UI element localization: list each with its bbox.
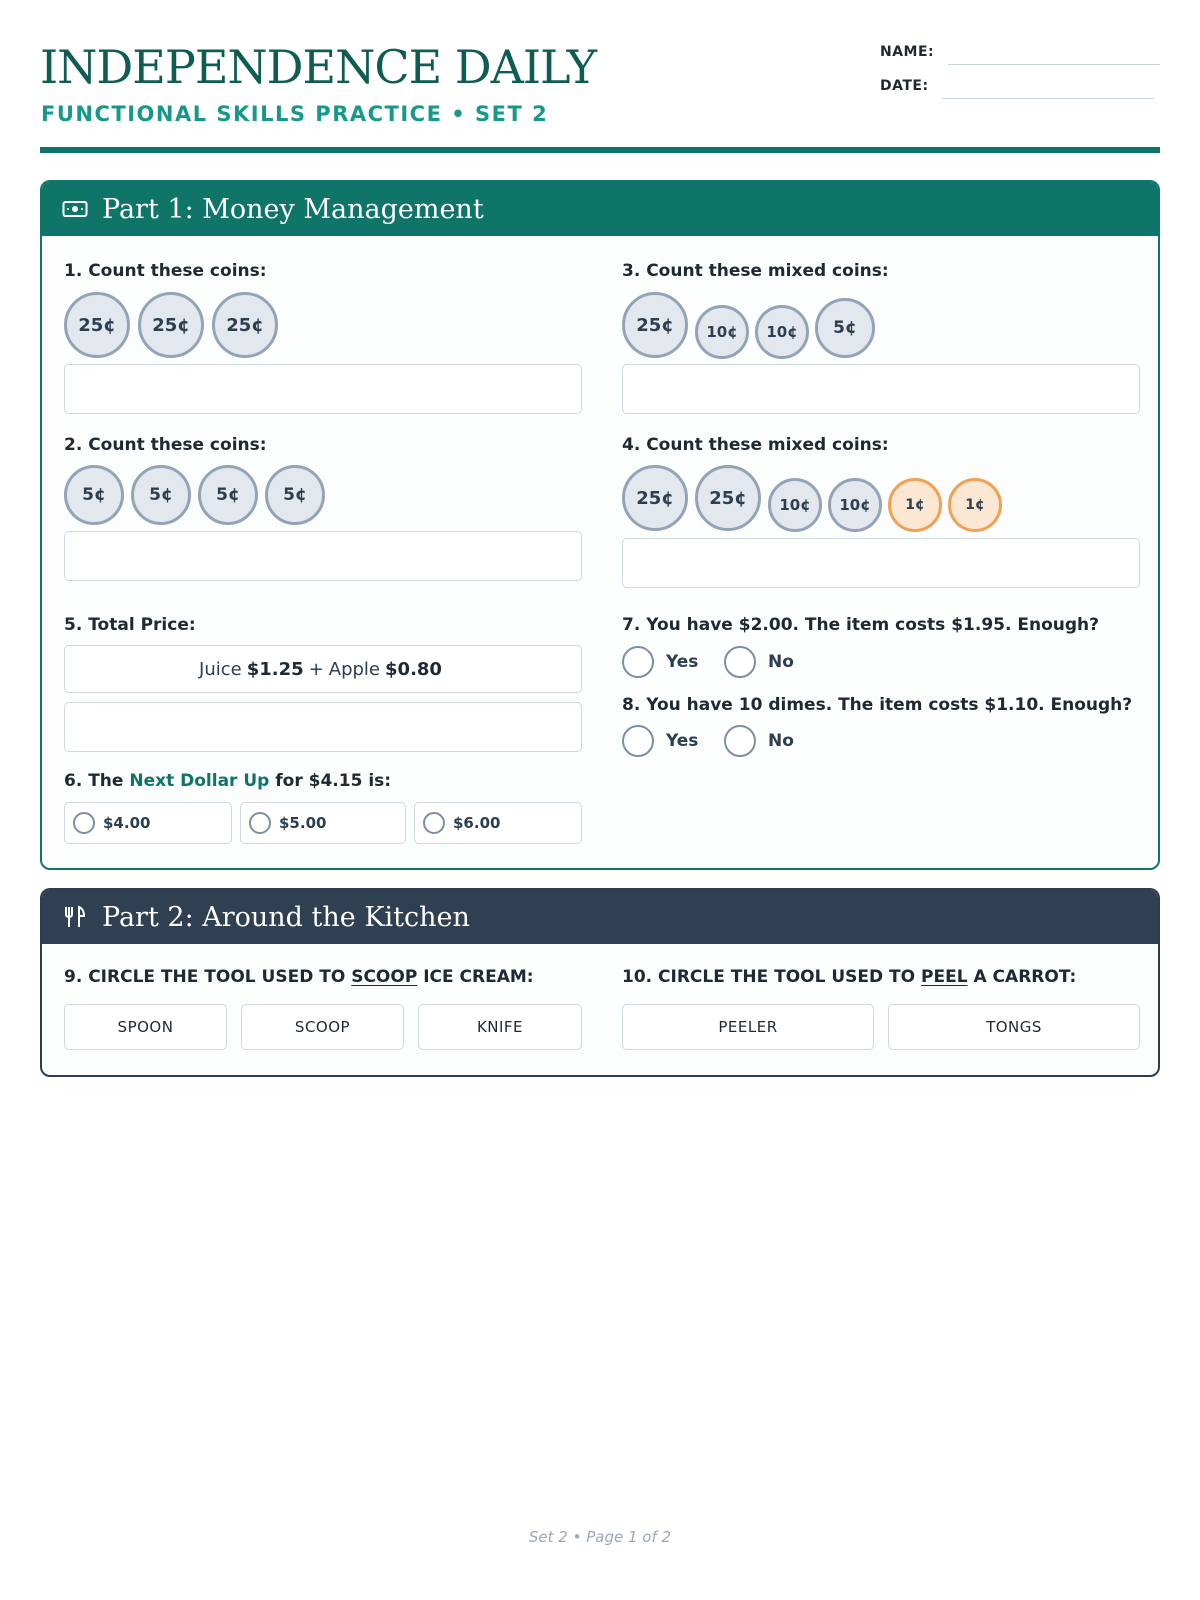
q1-label: 1. Count these coins: — [64, 261, 267, 281]
q10-label — [622, 967, 1076, 987]
tool-option-knife[interactable]: KNIFE — [418, 1004, 582, 1050]
page-footer: Set 2 • Page 1 of 2 — [528, 1528, 672, 1546]
coin-nickel: 5¢ — [265, 465, 325, 525]
q9-label-underlined: SCOOP — [351, 967, 418, 987]
coin-penny: 1¢ — [888, 478, 942, 532]
coin-quarter: 25¢ — [695, 465, 761, 531]
q7-yes-option[interactable] — [622, 646, 698, 678]
q2-answer-box[interactable] — [64, 531, 582, 581]
q6-label-highlight: Next Dollar Up — [129, 771, 270, 791]
q5-answer-box[interactable] — [64, 702, 582, 752]
q6-option-label: $4.00 — [103, 814, 151, 832]
radio-button[interactable] — [622, 725, 654, 757]
radio-button[interactable] — [73, 812, 95, 834]
coin-quarter: 25¢ — [622, 292, 688, 358]
worksheet-subtitle: FUNCTIONAL SKILLS PRACTICE • SET 2 — [41, 102, 549, 126]
coin-nickel: 5¢ — [815, 298, 875, 358]
part1-header — [42, 182, 1158, 236]
q7-label: 7. You have $2.00. The item costs $1.95. Enough? — [622, 615, 1099, 635]
coin-penny: 1¢ — [948, 478, 1002, 532]
coin-quarter: 25¢ — [622, 465, 688, 531]
price-juice: $1.25 — [246, 658, 304, 680]
q4-answer-box[interactable] — [622, 538, 1140, 588]
q8-yes-option[interactable] — [622, 725, 698, 757]
q10-label-post: A CARROT: — [967, 967, 1077, 987]
radio-button[interactable] — [622, 646, 654, 678]
item-juice: Juice — [199, 658, 242, 680]
q6-label-pre: 6. The — [64, 771, 130, 791]
q8-no-option[interactable] — [724, 725, 794, 757]
q9-label-pre: 9. CIRCLE THE TOOL USED TO — [64, 967, 352, 987]
q3-answer-box[interactable] — [622, 364, 1140, 414]
coin-quarter: 25¢ — [138, 292, 204, 358]
tool-option-peeler[interactable]: PEELER — [622, 1004, 874, 1050]
q6-label-post: for $4.15 is: — [269, 771, 392, 791]
coin-nickel: 5¢ — [64, 465, 124, 525]
q8-label: 8. You have 10 dimes. The item costs $1.10. Enough? — [622, 695, 1133, 715]
plus-sign: + — [308, 658, 324, 680]
date-label: DATE: — [880, 78, 929, 94]
coin-quarter: 25¢ — [64, 292, 130, 358]
q3-label: 3. Count these mixed coins: — [622, 261, 889, 281]
q10-label-pre: 10. CIRCLE THE TOOL USED TO — [622, 967, 922, 987]
q8-yes-label: Yes — [666, 731, 699, 751]
q6-option[interactable] — [240, 802, 406, 844]
part2-header — [42, 890, 1158, 944]
radio-button[interactable] — [724, 725, 756, 757]
price-display — [64, 645, 582, 693]
name-label: NAME: — [880, 44, 935, 60]
q6-label — [64, 771, 391, 791]
q10-label-underlined: PEEL — [921, 967, 968, 987]
coin-quarter: 25¢ — [212, 292, 278, 358]
coin-dime: 10¢ — [695, 305, 749, 359]
coin-dime: 10¢ — [755, 305, 809, 359]
part1-title: Part 1: Money Management — [102, 193, 484, 225]
q6-option[interactable] — [64, 802, 232, 844]
part2-title: Part 2: Around the Kitchen — [102, 901, 470, 933]
date-field[interactable] — [942, 98, 1154, 99]
money-icon — [62, 198, 88, 220]
radio-button[interactable] — [423, 812, 445, 834]
coin-dime: 10¢ — [828, 478, 882, 532]
tool-option-tongs[interactable]: TONGS — [888, 1004, 1140, 1050]
coin-dime: 10¢ — [768, 478, 822, 532]
q6-option-label: $5.00 — [279, 814, 327, 832]
q9-label — [64, 967, 534, 987]
q1-answer-box[interactable] — [64, 364, 582, 414]
tool-option-spoon[interactable]: SPOON — [64, 1004, 227, 1050]
q7-yes-label: Yes — [666, 652, 699, 672]
coin-nickel: 5¢ — [198, 465, 258, 525]
radio-button[interactable] — [249, 812, 271, 834]
q5-label: 5. Total Price: — [64, 615, 196, 635]
q6-option-label: $6.00 — [453, 814, 501, 832]
q7-no-option[interactable] — [724, 646, 794, 678]
name-field[interactable] — [948, 64, 1160, 65]
item-apple: Apple — [328, 658, 381, 680]
coin-nickel: 5¢ — [131, 465, 191, 525]
worksheet-title: INDEPENDENCE DAILY — [40, 40, 597, 94]
radio-button[interactable] — [724, 646, 756, 678]
q7-no-label: No — [768, 652, 794, 672]
q6-option[interactable] — [414, 802, 582, 844]
q4-label: 4. Count these mixed coins: — [622, 435, 889, 455]
tool-option-scoop[interactable]: SCOOP — [241, 1004, 404, 1050]
q2-label: 2. Count these coins: — [64, 435, 267, 455]
price-apple: $0.80 — [385, 658, 442, 680]
q8-no-label: No — [768, 731, 794, 751]
header-divider — [40, 147, 1160, 153]
utensils-icon — [62, 906, 88, 928]
q9-label-post: ICE CREAM: — [417, 967, 534, 987]
